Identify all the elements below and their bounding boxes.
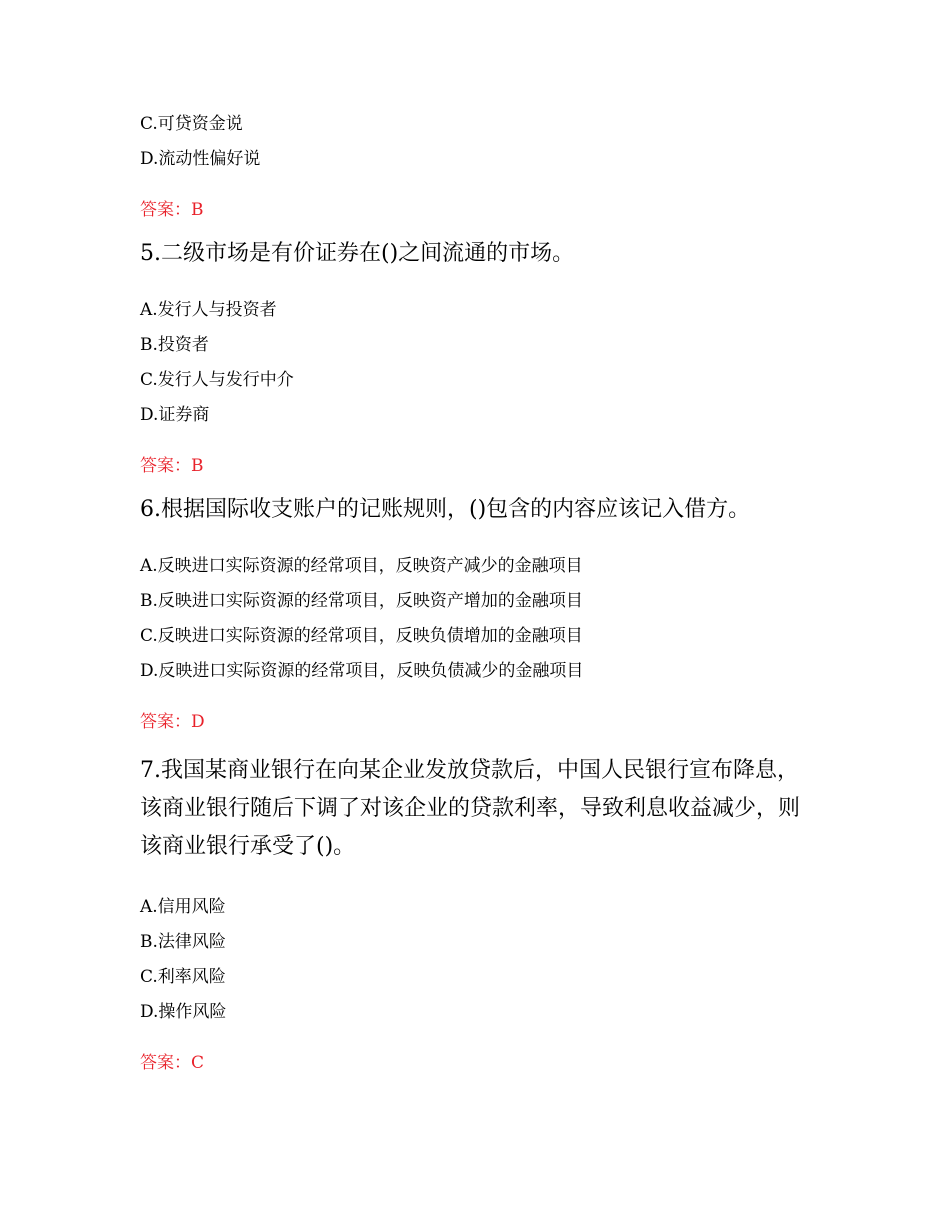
question-stem-line: 5.二级市场是有价证券在()之间流通的市场。 [140,241,575,266]
question-stem [140,752,800,866]
option-c: C.可贷资金说 [140,114,243,134]
option-d: D.证券商 [140,405,210,425]
answer-label: 答案：C [140,1053,205,1073]
question-stem-line: 该商业银行随后下调了对该企业的贷款利率，导致利息收益减少，则 [140,796,801,821]
question-stem-line: 7.我国某商业银行在向某企业发放贷款后，中国人民银行宣布降息， [140,758,799,783]
answer-label: 答案：D [140,712,205,732]
option-d: D.操作风险 [140,1002,227,1022]
question-stem-line: 该商业银行承受了()。 [140,834,356,859]
option-a: A.发行人与投资者 [140,300,277,320]
option-c: C.发行人与发行中介 [140,370,294,390]
option-b: B.法律风险 [140,932,226,952]
option-c: C.利率风险 [140,967,226,987]
answer-label: 答案：B [140,200,204,220]
option-a: A.信用风险 [140,897,226,917]
answer-label: 答案：B [140,456,204,476]
question-stem-line: 6.根据国际收支账户的记账规则，()包含的内容应该记入借方。 [140,497,751,522]
option-a: A.反映进口实际资源的经常项目，反映资产减少的金融项目 [140,556,583,576]
question-stem [140,239,574,269]
option-b: B.投资者 [140,335,209,355]
question-stem [140,495,750,525]
option-d: D.流动性偏好说 [140,149,261,169]
option-d: D.反映进口实际资源的经常项目，反映负债减少的金融项目 [140,661,584,681]
option-c: C.反映进口实际资源的经常项目，反映负债增加的金融项目 [140,626,583,646]
option-b: B.反映进口实际资源的经常项目，反映资产增加的金融项目 [140,591,583,611]
